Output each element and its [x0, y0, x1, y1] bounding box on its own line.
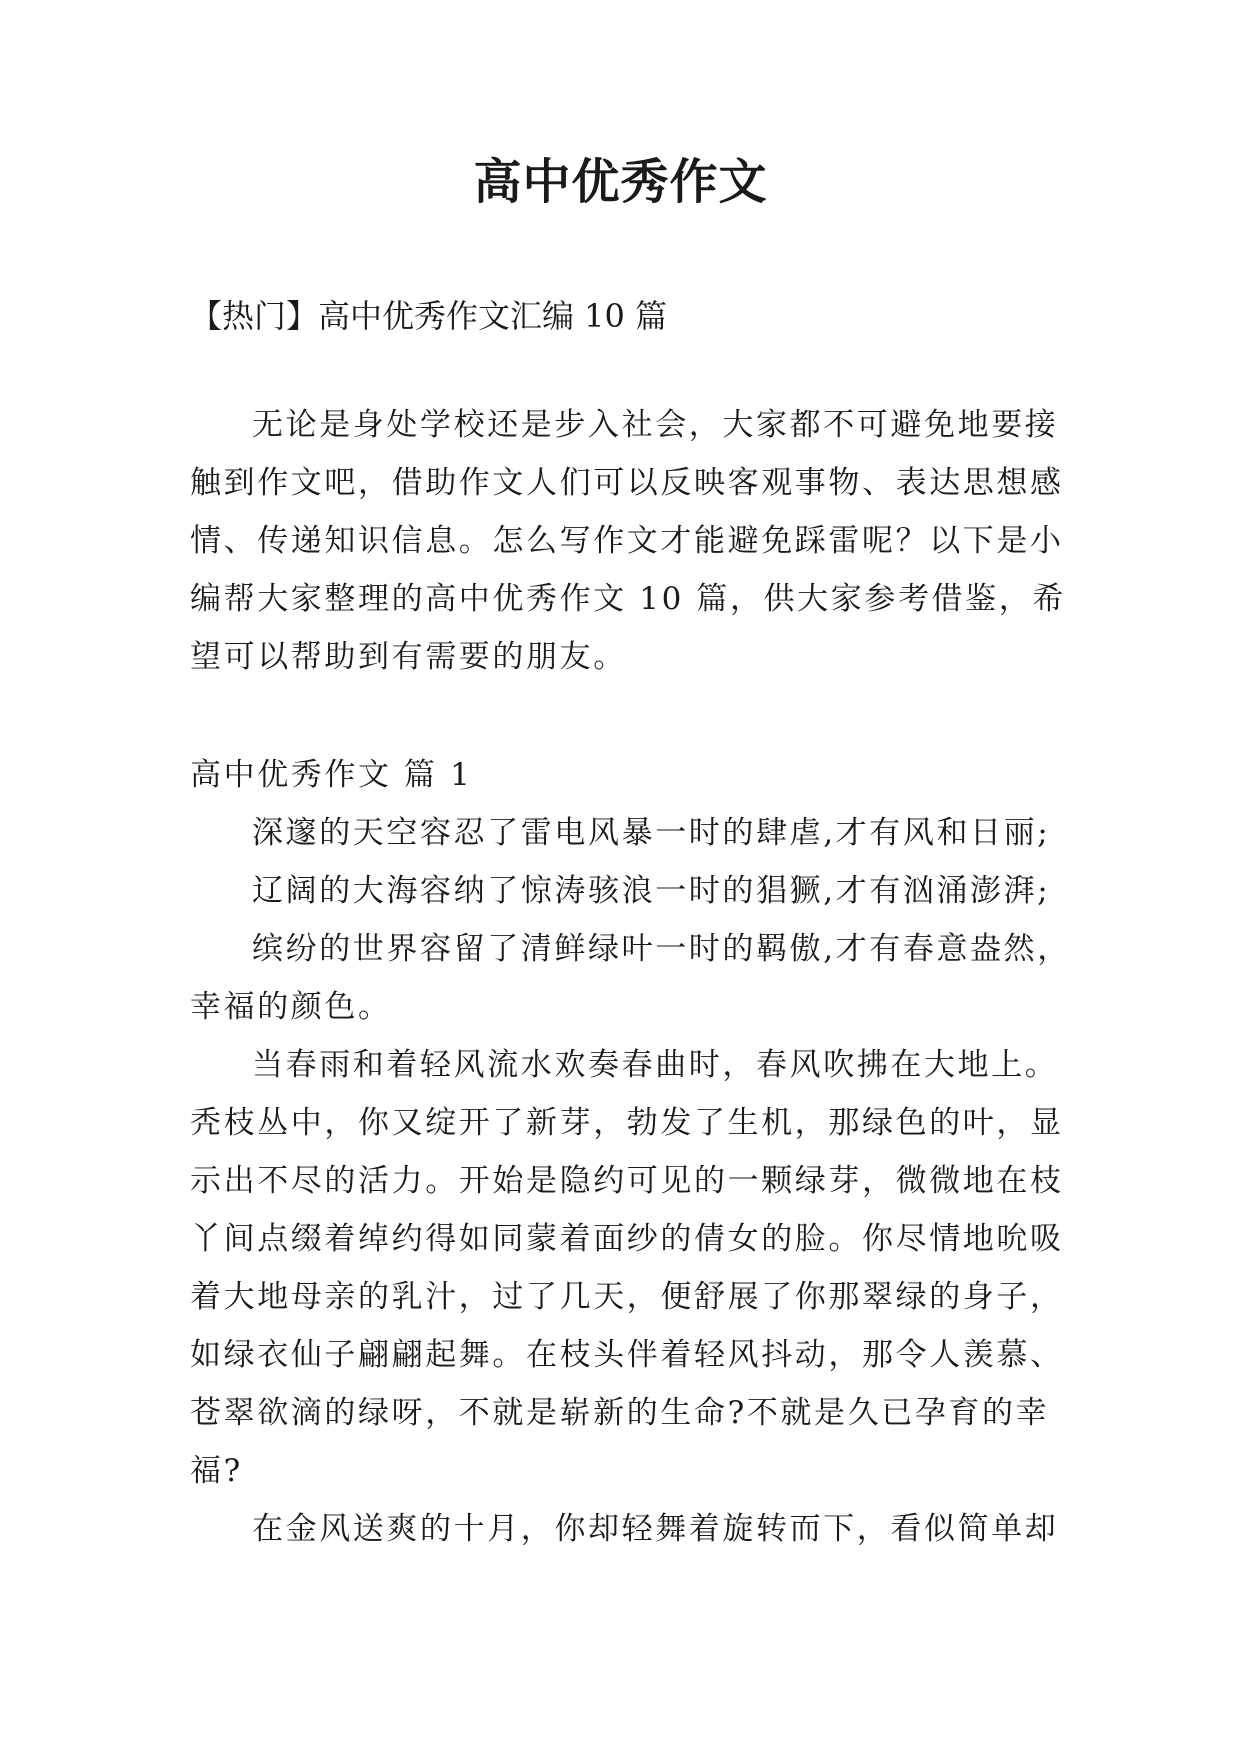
intro-line: 编帮大家整理的高中优秀作文 10 篇，供大家参考借鉴，希 [190, 581, 1066, 617]
body-line: 福? [190, 1453, 243, 1489]
body-line: 在金风送爽的十月，你却轻舞着旋转而下，看似简单却 [252, 1511, 1059, 1547]
body-line: 如绿衣仙子翩翩起舞。在枝头伴着轻风抖动，那令人羡慕、 [190, 1337, 1064, 1373]
body-line: 着大地母亲的乳汁，过了几天，便舒展了你那翠绿的身子， [190, 1279, 1064, 1315]
body-line: 幸福的颜色。 [190, 989, 392, 1025]
document-title: 高中优秀作文 [473, 154, 768, 210]
body-line: 深邃的天空容忍了雷电风暴一时的肆虐,才有风和日丽; [252, 815, 1051, 851]
body-line: 示出不尽的活力。开始是隐约可见的一颗绿芽，微微地在枝 [190, 1163, 1064, 1199]
section-heading: 高中优秀作文 篇 1 [190, 757, 473, 793]
intro-line: 望可以帮助到有需要的朋友。 [190, 639, 627, 675]
body-line: 丫间点缀着绰约得如同蒙着面纱的倩女的脸。你尽情地吮吸 [190, 1221, 1064, 1257]
intro-line: 无论是身处学校还是步入社会，大家都不可避免地要接 [252, 407, 1059, 443]
document-subtitle: 【热门】高中优秀作文汇编 10 篇 [190, 297, 668, 335]
body-line: 当春雨和着轻风流水欢奏春曲时，春风吹拂在大地上。 [252, 1047, 1059, 1083]
intro-line: 情、传递知识信息。怎么写作文才能避免踩雷呢？以下是小 [190, 523, 1064, 559]
body-line: 辽阔的大海容纳了惊涛骇浪一时的猖獗,才有汹涌澎湃; [252, 873, 1051, 909]
body-line: 缤纷的世界容留了清鲜绿叶一时的羁傲,才有春意盎然， [252, 931, 1071, 967]
body-line: 苍翠欲滴的绿呀，不就是崭新的生命?不就是久已孕育的幸 [190, 1395, 1050, 1431]
intro-line: 触到作文吧，借助作文人们可以反映客观事物、表达思想感 [190, 465, 1064, 501]
body-line: 秃枝丛中，你又绽开了新芽，勃发了生机，那绿色的叶，显 [190, 1105, 1064, 1141]
